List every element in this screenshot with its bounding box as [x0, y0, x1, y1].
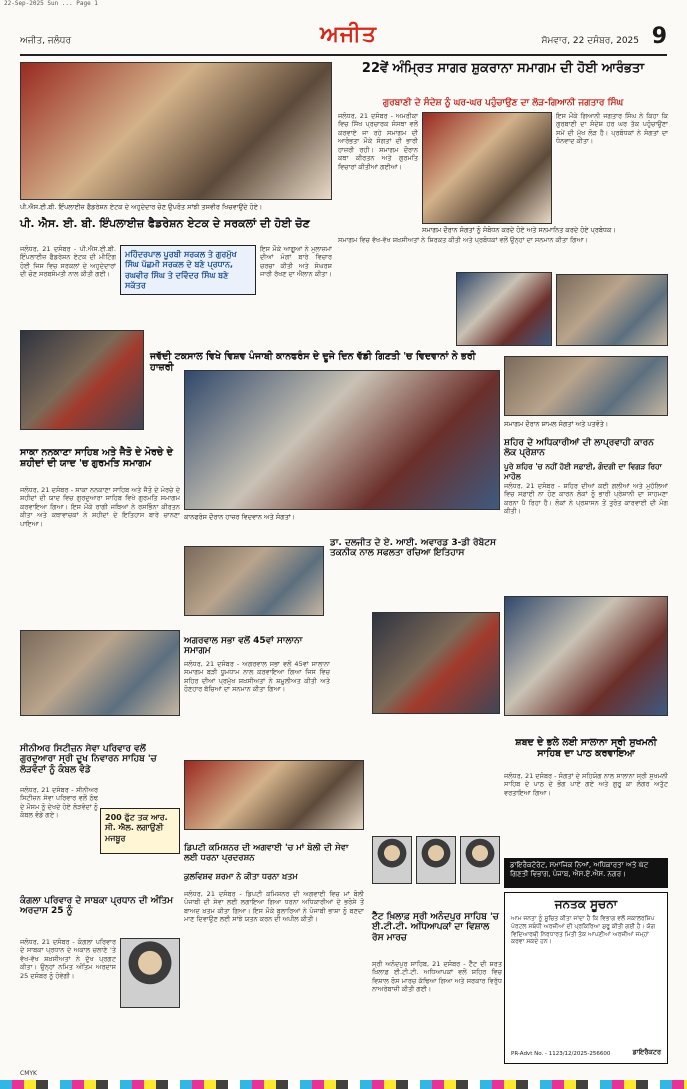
- seniors-tag: 200 ਫੁੱਟ ਤਕ ਆਰ. ਸੀ. ਐਲ. ਲਗਾਉਣੀ ਮਜਬੂਰ: [105, 813, 168, 843]
- sangat-caption: ਸਮਾਗਮ ਦੌਰਾਨ ਸ਼ਾਮਲ ਸੰਗਤਾਂ ਅਤੇ ਪਤਵੰਤੇ।: [504, 420, 609, 428]
- lead-body: ਜਲੰਧਰ, 21 ਦਸੰਬਰ - ਅਮਰੀਕਾ ਵਿਚ ਸਿੱਖ ਪ੍ਰਚਾਰਕ ਸੰਸਥਾ ਵਲੋਂ ਕਰਵਾਏ ਜਾ ਰਹੇ ਸਮਾਗਮ ਦੀ ਆਰੰਭਤਾ ਮੌਕੇ ਸੰਗਤਾਂ ਦੀ ਭਾਰੀ ਹਾਜ਼ਰੀ ਰਹੀ। ਸਮਾਗਮ ਦੌਰਾਨ ਕਥਾ ਕੀਰਤਨ ਅਤੇ ਗੁਰਮਤਿ ਵਿਚਾਰਾਂ ਕੀਤੀਆਂ ਗਈਆਂ।: [338, 112, 418, 171]
- edition-label: ਅਜੀਤ, ਜਲੰਧਰ: [20, 36, 72, 46]
- sangat-subhead: ਪੂਰੇ ਸ਼ਹਿਰ 'ਚ ਨਹੀਂ ਹੋਈ ਸਫ਼ਾਈ, ਗੰਦਗੀ ਦਾ ਵਿਗੜ ਰਿਹਾ ਮਾਹੌਲ: [504, 462, 662, 481]
- lead-photo-caption: ਸਮਾਗਮ ਦੌਰਾਨ ਸੰਗਤਾਂ ਨੂੰ ਸੰਬੋਧਨ ਕਰਦੇ ਹੋਏ ਅਤੇ ਸਨਮਾਨਿਤ ਕਰਦੇ ਹੋਏ ਪ੍ਰਬੰਧਕ।: [422, 226, 616, 234]
- directorate-strip: ਡਾਇਰੈਕਟੋਰੇਟ, ਸਮਾਜਿਕ ਨਿਆਂ, ਅਧਿਕਾਰਤਾ ਅਤੇ ਘੱਟ ਗਿਣਤੀ ਵਿਭਾਗ, ਪੰਜਾਬ, ਐਸ.ਏ.ਐਸ. ਨਗਰ।: [504, 858, 668, 888]
- teachers-subhead: ਕੁਲਵਿਸ਼ਵ ਸ਼ਰਮਾ ਨੇ ਕੀਤਾ ਧਰਨਾ ਖ਼ਤਮ: [184, 872, 298, 881]
- footer-mark: CMYK: [20, 1070, 37, 1077]
- lead-photo-3: [456, 272, 552, 346]
- file-header: 22-Sep-2025 Sun ... Page 1: [4, 0, 98, 7]
- conference-photo: [184, 370, 500, 510]
- print-color-bar: [0, 1080, 687, 1089]
- lead-photo: [422, 112, 552, 224]
- dr-photo-2: [372, 612, 500, 714]
- protest-portrait-3: [460, 836, 500, 884]
- conference-photo-caption: ਕਾਨਫਰੰਸ ਦੌਰਾਨ ਹਾਜ਼ਰ ਵਿਦਵਾਨ ਅਤੇ ਸੰਗਤਾਂ।: [184, 513, 296, 521]
- teachers-headline: ਡਿਪਟੀ ਕਮਿਸ਼ਨਰ ਦੀ ਅਗਵਾਈ 'ਚ ਮਾਂ ਬੋਲੀ ਦੀ ਸੇਵਾ ਲਈ ਧਰਨਾ ਪ੍ਰਦਰਸ਼ਨ: [184, 843, 349, 863]
- dr-headline: ਡਾ. ਦਲਜੀਤ ਦੇ ਏ. ਆਈ. ਅਵਾਰਡ 3-ਡੀ ਰੋਬੋਟਸ ਤਕਨੀਕ ਨਾਲ ਸਫਲਤਾ ਰਚਿਆ ਇਤਿਹਾਸ: [330, 538, 496, 559]
- lead-subhead: ਗੁਰਬਾਣੀ ਦੇ ਸੰਦੇਸ਼ ਨੂੰ ਘਰ-ਘਰ ਪਹੁੰਚਾਉਣ ਦਾ ਲੋੜ-ਗਿਆਨੀ ਜਗਤਾਰ ਸਿੰਘ: [382, 98, 624, 108]
- obit-headline: ਕੰਗਲਾ ਪਰਿਵਾਰ ਦੇ ਸਾਬਕਾ ਪ੍ਰਧਾਨ ਦੀ ਅੰਤਿਮ ਅਰਦਾਸ 25 ਨੂੰ: [20, 896, 174, 917]
- mahasabha-headline: ਅਗਰਵਾਲ ਸਭਾ ਵਲੋਂ 45ਵਾਂ ਸਾਲਾਨਾ ਸਮਾਗਮ: [184, 636, 303, 657]
- pwd-box-text: ਮਹਿੰਦਰਪਾਲ ਪੂਰਬੀ ਸਰਕਲ ਤੇ ਗੁਰਮੁੱਖ ਸਿੰਘ ਪੱਛਮੀ ਸਰਕਲ ਦੇ ਬਣੇ ਪ੍ਰਧਾਨ, ਰਘਵੀਰ ਸਿੰਘ ਤੇ ਦਵਿੰਦਰ ਸਿੰਘ ਬਣੇ ਸਕੱਤਰ: [125, 250, 237, 291]
- pwd-group-photo: [20, 62, 332, 200]
- issue-date: ਸੋਮਵਾਰ, 22 ਦਸੰਬਰ, 2025: [541, 36, 639, 46]
- seniors-photo: [20, 630, 180, 716]
- sangat-photo: [504, 356, 668, 416]
- kirtan-photo: [504, 596, 668, 716]
- public-notice-ref: PR-Advt No. - 1123/12/2025-256600: [511, 1051, 611, 1057]
- protest-body: ਸ੍ਰੀ ਅਨੰਦਪੁਰ ਸਾਹਿਬ, 21 ਦਸੰਬਰ - ਟੈੱਟ ਦੀ ਸ਼ਰਤ ਖ਼ਿਲਾਫ਼ ਈ.ਟੀ.ਟੀ. ਅਧਿਆਪਕਾਂ ਵਲੋਂ ਸ਼ਹਿਰ ਵਿਚ ਵਿਸ਼ਾਲ ਰੋਸ ਮਾਰਚ ਕੱਢਿਆ ਗਿਆ ਅਤੇ ਸਰਕਾਰ ਵਿਰੁੱਧ ਨਾਅਰੇਬਾਜ਼ੀ ਕੀਤੀ ਗਈ।: [372, 960, 502, 994]
- masthead: [20, 22, 667, 56]
- sangat-headline: ਸ਼ਹਿਰ ਦੇ ਅਧਿਕਾਰੀਆਂ ਦੀ ਲਾਪ੍ਰਵਾਹੀ ਕਾਰਨ ਲੋਕ ਪ੍ਰੇਸ਼ਾਨ: [504, 438, 654, 459]
- public-notice-title: ਜਨਤਕ ਸੂਚਨਾ: [554, 897, 618, 911]
- protest-portrait-2: [416, 836, 456, 884]
- gurmat-photo: [20, 330, 144, 430]
- kirtan-headline: ਸ਼ਬਦ ਦੇ ਭਲੇ ਲਈ ਸਾਲਾਨਾ ਸ੍ਰੀ ਸੁਖਮਨੀ ਸਾਹਿਬ ਦਾ ਪਾਠ ਕਰਵਾਇਆ: [515, 737, 657, 759]
- public-notice-body: ਆਮ ਜਨਤਾ ਨੂੰ ਸੂਚਿਤ ਕੀਤਾ ਜਾਂਦਾ ਹੈ ਕਿ ਵਿਭਾਗ ਵਲੋਂ ਸਕਾਲਰਸ਼ਿਪ ਪੋਰਟਲ ਸਬੰਧੀ ਅਰਜ਼ੀਆਂ ਦੀ ਪ੍ਰਕਿਰਿਆ ਸ਼ੁਰੂ ਕੀਤੀ ਗਈ ਹੈ। ਯੋਗ ਵਿਦਿਆਰਥੀ ਨਿਰਧਾਰਤ ਮਿਤੀ ਤੱਕ ਆਪਣੀਆਂ ਅਰਜ਼ੀਆਂ ਜਮ੍ਹਾਂ ਕਰਵਾ ਸਕਦੇ ਹਨ।: [511, 915, 656, 946]
- seniors-headline: ਸੀਨੀਅਰ ਸਿਟੀਜ਼ਨ ਸੇਵਾ ਪਰਿਵਾਰ ਵਲੋਂ ਗੁਰਦੁਆਰਾ ਸ੍ਰੀ ਦੂਖ ਨਿਵਾਰਨ ਸਾਹਿਬ 'ਚ ਲੋੜਵੰਦਾਂ ਨੂੰ ਕੰਬਲ ਵੰਡੇ: [20, 744, 157, 775]
- teachers-photo: [184, 760, 364, 830]
- public-notice: [504, 892, 668, 1064]
- seniors-body: ਜਲੰਧਰ, 21 ਦਸੰਬਰ - ਸੀਨੀਅਰ ਸਿਟੀਜ਼ਨ ਸੇਵਾ ਪਰਿਵਾਰ ਵਲੋਂ ਠੰਢ ਦੇ ਮੌਸਮ ਨੂੰ ਦੇਖਦੇ ਹੋਏ ਲੋੜਵੰਦਾਂ ਨੂੰ ਕੰਬਲ ਵੰਡੇ ਗਏ।: [20, 786, 98, 820]
- page-number: 9: [651, 24, 667, 49]
- conference-headline: ਜਵੱਦੀ ਟਕਸਾਲ ਵਿਖੇ ਵਿਸ਼ਵ ਪੰਜਾਬੀ ਕਾਨਫਰੰਸ ਦੇ ਦੂਜੇ ਦਿਨ ਵੱਡੀ ਗਿਣਤੀ 'ਚ ਵਿਦਵਾਨਾਂ ਨੇ ਭਰੀ ਹਾਜ਼ਰੀ: [150, 351, 476, 373]
- gurmat-headline: ਸਾਕਾ ਨਨਕਾਣਾ ਸਾਹਿਬ ਅਤੇ ਜੈਤੋ ਦੇ ਮੋਰਚੇ ਦੇ ਸ਼ਹੀਦਾਂ ਦੀ ਯਾਦ 'ਚ ਗੁਰਮਤਿ ਸਮਾਗਮ: [20, 447, 173, 469]
- pwd-body-2: ਇਸ ਮੌਕੇ ਆਗੂਆਂ ਨੇ ਮੁਲਾਜ਼ਮਾਂ ਦੀਆਂ ਮੰਗਾਂ ਬਾਰੇ ਵਿਚਾਰ ਚਰਚਾ ਕੀਤੀ ਅਤੇ ਸੰਘਰਸ਼ ਜਾਰੀ ਰੱਖਣ ਦਾ ਐਲਾਨ ਕੀਤਾ।: [260, 245, 332, 279]
- sangat-body: ਜਲੰਧਰ, 21 ਦਸੰਬਰ - ਸ਼ਹਿਰ ਦੀਆਂ ਕਈ ਗਲੀਆਂ ਅਤੇ ਮੁਹੱਲਿਆਂ ਵਿਚ ਸਫ਼ਾਈ ਨਾ ਹੋਣ ਕਾਰਨ ਲੋਕਾਂ ਨੂੰ ਭਾਰੀ ਪ੍ਰੇਸ਼ਾਨੀ ਦਾ ਸਾਹਮਣਾ ਕਰਨਾ ਪੈ ਰਿਹਾ ਹੈ। ਲੋਕਾਂ ਨੇ ਪ੍ਰਸ਼ਾਸਨ ਤੋਂ ਤੁਰੰਤ ਕਾਰਵਾਈ ਦੀ ਮੰਗ ਕੀਤੀ।: [504, 482, 668, 516]
- pwd-body: ਜਲੰਧਰ, 21 ਦਸੰਬਰ - ਪੀ.ਐਸ.ਈ.ਬੀ. ਇੰਪਲਾਈਜ਼ ਫੈਡਰੇਸ਼ਨ ਏਟਕ ਦੀ ਮੀਟਿੰਗ ਹੋਈ ਜਿਸ ਵਿਚ ਸਰਕਲਾਂ ਦੇ ਅਹੁਦੇਦਾਰਾਂ ਦੀ ਚੋਣ ਸਰਬਸੰਮਤੀ ਨਾਲ ਕੀਤੀ ਗਈ।: [20, 245, 116, 279]
- lead-body-2: ਇਸ ਮੌਕੇ ਗਿਆਨੀ ਜਗਤਾਰ ਸਿੰਘ ਨੇ ਕਿਹਾ ਕਿ ਗੁਰਬਾਣੀ ਦਾ ਸੰਦੇਸ਼ ਹਰ ਘਰ ਤੱਕ ਪਹੁੰਚਾਉਣਾ ਸਮੇਂ ਦੀ ਮੁੱਖ ਲੋੜ ਹੈ। ਪ੍ਰਬੰਧਕਾਂ ਨੇ ਸੰਗਤਾਂ ਦਾ ਧੰਨਵਾਦ ਕੀਤਾ।: [556, 112, 668, 146]
- protest-portrait-1: [372, 836, 412, 884]
- lead-headline: 22ਵੇਂ ਅੰਮ੍ਰਿਤ ਸਾਗਰ ਸ਼ੁਕਰਾਨਾ ਸਮਾਗਮ ਦੀ ਹੋਈ ਆਰੰਭਤਾ: [361, 61, 645, 76]
- mahasabha-body: ਜਲੰਧਰ, 21 ਦਸੰਬਰ - ਅਗਰਵਾਲ ਸਭਾ ਵਲੋਂ 45ਵਾਂ ਸਾਲਾਨਾ ਸਮਾਗਮ ਬੜੀ ਧੂਮਧਾਮ ਨਾਲ ਕਰਵਾਇਆ ਗਿਆ ਜਿਸ ਵਿਚ ਸ਼ਹਿਰ ਦੀਆਂ ਪ੍ਰਮੁੱਖ ਸ਼ਖ਼ਸੀਅਤਾਂ ਨੇ ਸ਼ਮੂਲੀਅਤ ਕੀਤੀ ਅਤੇ ਹੋਣਹਾਰ ਬੱਚਿਆਂ ਦਾ ਸਨਮਾਨ ਕੀਤਾ ਗਿਆ।: [184, 660, 330, 694]
- teachers-body: ਜਲੰਧਰ, 21 ਦਸੰਬਰ - ਡਿਪਟੀ ਕਮਿਸ਼ਨਰ ਦੀ ਅਗਵਾਈ ਵਿਚ ਮਾਂ ਬੋਲੀ ਪੰਜਾਬੀ ਦੀ ਸੇਵਾ ਲਈ ਲਗਾਇਆ ਗਿਆ ਧਰਨਾ ਅਧਿਕਾਰੀਆਂ ਦੇ ਭਰੋਸੇ ਤੋਂ ਬਾਅਦ ਖ਼ਤਮ ਕੀਤਾ ਗਿਆ। ਇਸ ਮੌਕੇ ਬੁਲਾਰਿਆਂ ਨੇ ਪੰਜਾਬੀ ਭਾਸ਼ਾ ਨੂੰ ਬਣਦਾ ਮਾਣ ਦਿਵਾਉਣ ਲਈ ਸਾਂਝੇ ਯਤਨ ਕਰਨ ਦੀ ਅਪੀਲ ਕੀਤੀ।: [184, 890, 364, 924]
- newspaper-logo: ਅਜੀਤ: [320, 22, 377, 47]
- protest-headline: ਟੈੱਟ ਖ਼ਿਲਾਫ਼ ਸ੍ਰੀ ਅਨੰਦਪੁਰ ਸਾਹਿਬ 'ਚ ਈ.ਟੀ.ਟੀ. ਅਧਿਆਪਕਾਂ ਦਾ ਵਿਸ਼ਾਲ ਰੋਸ ਮਾਰਚ: [372, 912, 499, 943]
- seniors-tag-box: [100, 808, 180, 854]
- pwd-headline: ਪੀ. ਐਸ. ਈ. ਬੀ. ਇੰਪਲਾਈਜ਼ ਫੈਡਰੇਸ਼ਨ ਏਟਕ ਦੇ ਸਰਕਲਾਂ ਦੀ ਹੋਈ ਚੋਣ: [20, 217, 310, 230]
- gurmat-body: ਜਲੰਧਰ, 21 ਦਸੰਬਰ - ਸਾਕਾ ਨਨਕਾਣਾ ਸਾਹਿਬ ਅਤੇ ਜੈਤੋ ਦੇ ਮੋਰਚੇ ਦੇ ਸ਼ਹੀਦਾਂ ਦੀ ਯਾਦ ਵਿਚ ਗੁਰਦੁਆਰਾ ਸਾਹਿਬ ਵਿਖੇ ਗੁਰਮਤਿ ਸਮਾਗਮ ਕਰਵਾਇਆ ਗਿਆ। ਇਸ ਮੌਕੇ ਰਾਗੀ ਜਥਿਆਂ ਨੇ ਰਸਭਿੰਨਾ ਕੀਰਤਨ ਕੀਤਾ ਅਤੇ ਕਥਾਵਾਚਕਾਂ ਨੇ ਸ਼ਹੀਦਾਂ ਦੇ ਇਤਿਹਾਸ ਬਾਰੇ ਚਾਨਣਾ ਪਾਇਆ।: [20, 486, 180, 528]
- pwd-photo-caption: ਪੀ.ਐਸ.ਈ.ਬੀ. ਇੰਪਲਾਈਜ਼ ਫੈਡਰੇਸ਼ਨ ਏਟਕ ਦੇ ਅਹੁਦੇਦਾਰ ਚੋਣ ਉਪਰੰਤ ਸਾਂਝੀ ਤਸਵੀਰ ਖਿਚਵਾਉਂਦੇ ਹੋਏ।: [20, 203, 263, 211]
- dr-photo: [184, 546, 324, 616]
- obit-portrait: [120, 938, 180, 1008]
- pwd-highlight-box: [120, 245, 256, 295]
- kirtan-body: ਜਲੰਧਰ, 21 ਦਸੰਬਰ - ਸੰਗਤਾਂ ਦੇ ਸਹਿਯੋਗ ਨਾਲ ਸਾਲਾਨਾ ਸ੍ਰੀ ਸੁਖਮਨੀ ਸਾਹਿਬ ਦੇ ਪਾਠ ਦੇ ਭੋਗ ਪਾਏ ਗਏ ਅਤੇ ਗੁਰੂ ਕਾ ਲੰਗਰ ਅਤੁੱਟ ਵਰਤਾਇਆ ਗਿਆ।: [504, 772, 668, 797]
- lead-photo-2: [556, 274, 668, 346]
- public-notice-signed: ਡਾਇਰੈਕਟਰ: [632, 1048, 661, 1056]
- lead-body-3: ਸਮਾਗਮ ਵਿਚ ਵੱਖ-ਵੱਖ ਸ਼ਖ਼ਸੀਅਤਾਂ ਨੇ ਸ਼ਿਰਕਤ ਕੀਤੀ ਅਤੇ ਪ੍ਰਬੰਧਕਾਂ ਵਲੋਂ ਉਨ੍ਹਾਂ ਦਾ ਸਨਮਾਨ ਕੀਤਾ ਗਿਆ।: [338, 236, 589, 244]
- obit-body: ਜਲੰਧਰ, 21 ਦਸੰਬਰ - ਕੰਗਲਾ ਪਰਿਵਾਰ ਦੇ ਸਾਬਕਾ ਪ੍ਰਧਾਨ ਦੇ ਅਕਾਲ ਚਲਾਣੇ 'ਤੇ ਵੱਖ-ਵੱਖ ਸ਼ਖ਼ਸੀਅਤਾਂ ਨੇ ਦੁੱਖ ਪ੍ਰਗਟ ਕੀਤਾ। ਉਨ੍ਹਾਂ ਨਮਿਤ ਅੰਤਿਮ ਅਰਦਾਸ 25 ਦਸੰਬਰ ਨੂੰ ਹੋਵੇਗੀ।: [20, 938, 116, 980]
